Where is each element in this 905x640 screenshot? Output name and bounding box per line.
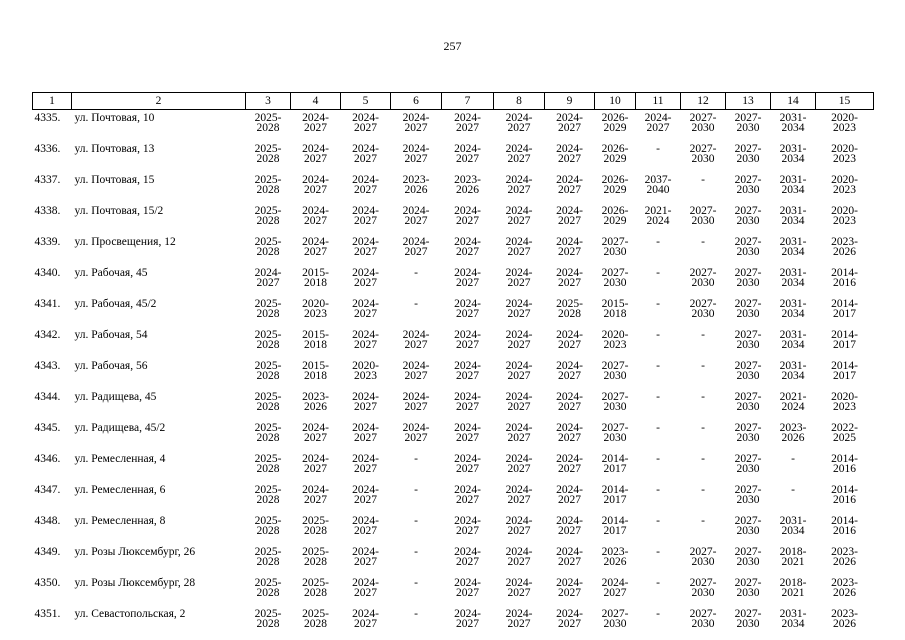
address-cell: ул. Почтовая, 15 — [74, 174, 155, 186]
period-cell: 2024- 2027 — [556, 360, 583, 382]
period-cell: 2024- 2027 — [352, 329, 379, 351]
period-cell: 2027- 2030 — [734, 608, 762, 630]
period-cell: 2025- 2028 — [254, 577, 282, 599]
row-number: 4340. — [34, 267, 61, 279]
period-cell: 2024- 2027 — [402, 112, 430, 134]
period-cell: 2024- 2027 — [556, 577, 583, 599]
period-cell: 2027- 2030 — [734, 453, 762, 475]
period-cell: - — [701, 360, 705, 372]
period-cell: 2027- 2030 — [734, 360, 762, 382]
row-number: 4350. — [34, 577, 61, 589]
period-cell: 2027- 2030 — [689, 608, 717, 630]
header-row — [33, 93, 874, 110]
period-cell: 2027- 2030 — [734, 422, 762, 444]
period-cell: - — [656, 608, 660, 620]
page-number: 257 — [443, 39, 462, 53]
table-row — [33, 513, 874, 544]
period-cell: - — [656, 484, 660, 496]
table-row — [33, 606, 874, 637]
period-cell: 2031- 2034 — [779, 608, 807, 630]
period-cell: 2020- 2023 — [352, 360, 379, 382]
period-cell: 2024- 2027 — [352, 298, 379, 320]
period-cell: 2027- 2030 — [734, 267, 762, 289]
period-cell: 2024- 2027 — [556, 205, 583, 227]
period-cell: - — [656, 453, 660, 465]
period-cell: 2031- 2034 — [779, 174, 807, 196]
period-cell: - — [701, 422, 705, 434]
period-cell: 2014- 2016 — [831, 484, 858, 506]
period-cell: 2025- 2028 — [556, 298, 583, 320]
period-cell: 2015- 2018 — [601, 298, 629, 320]
period-cell: - — [656, 143, 660, 155]
period-cell: 2027- 2030 — [601, 236, 629, 258]
period-cell: 2025- 2028 — [254, 453, 282, 475]
period-cell: 2027- 2030 — [734, 577, 762, 599]
period-cell: 2024- 2027 — [556, 608, 583, 630]
period-cell: 2027- 2030 — [734, 329, 762, 351]
period-cell: 2024- 2027 — [556, 236, 583, 258]
period-cell: 2024- 2027 — [556, 391, 583, 413]
period-cell: 2024- 2027 — [454, 112, 481, 134]
column-header: 11 — [636, 93, 681, 110]
row-number: 4339. — [34, 236, 61, 248]
address-cell: ул. Почтовая, 10 — [74, 112, 155, 124]
period-cell: 2024- 2027 — [454, 360, 481, 382]
row-number: 4338. — [34, 205, 61, 217]
period-cell: 2015- 2018 — [302, 267, 329, 289]
period-cell: 2031- 2034 — [779, 515, 807, 537]
period-cell: 2027- 2030 — [734, 298, 762, 320]
period-cell: 2024- 2027 — [505, 546, 533, 568]
period-cell: - — [414, 546, 418, 558]
period-cell: 2024- 2027 — [454, 329, 481, 351]
period-cell: - — [656, 360, 660, 372]
column-header: 1 — [33, 93, 72, 110]
row-number: 4341. — [34, 298, 61, 310]
period-cell: 2027- 2030 — [734, 391, 762, 413]
period-cell: - — [701, 236, 705, 248]
period-cell: 2024- 2027 — [352, 608, 379, 630]
period-cell: 2020- 2023 — [831, 112, 858, 134]
period-cell: 2031- 2034 — [779, 329, 807, 351]
row-number: 4346. — [34, 453, 61, 465]
period-cell: 2024- 2027 — [402, 422, 430, 444]
period-cell: 2024- 2027 — [454, 236, 481, 258]
period-cell: - — [701, 515, 705, 527]
period-cell: 2027- 2030 — [601, 360, 629, 382]
column-header: 9 — [545, 93, 595, 110]
period-cell: 2023- 2026 — [601, 546, 629, 568]
period-cell: 2015- 2018 — [302, 329, 329, 351]
period-cell: 2024- 2027 — [352, 236, 379, 258]
period-cell: 2025- 2028 — [254, 112, 282, 134]
period-cell: 2025- 2028 — [302, 515, 329, 537]
address-cell: ул. Почтовая, 15/2 — [74, 205, 164, 217]
period-cell: 2026- 2029 — [601, 174, 629, 196]
table-row — [33, 389, 874, 420]
period-cell: 2015- 2018 — [302, 360, 329, 382]
period-cell: 2024- 2027 — [302, 484, 329, 506]
period-cell: 2024- 2027 — [454, 143, 481, 165]
column-header: 10 — [595, 93, 636, 110]
period-cell: 2024- 2027 — [352, 112, 379, 134]
period-cell: - — [791, 453, 795, 465]
period-cell: 2020- 2023 — [302, 298, 329, 320]
period-cell: 2024- 2027 — [556, 143, 583, 165]
period-cell: 2023- 2026 — [831, 236, 858, 258]
period-cell: 2024- 2027 — [352, 453, 379, 475]
period-cell: - — [701, 391, 705, 403]
period-cell: 2024- 2027 — [454, 484, 481, 506]
period-cell: 2027- 2030 — [689, 205, 717, 227]
address-cell: ул. Ремесленная, 4 — [74, 453, 166, 465]
period-cell: 2020- 2023 — [831, 143, 858, 165]
column-header: 14 — [771, 93, 816, 110]
period-cell: 2037- 2040 — [644, 174, 672, 196]
period-cell: 2027- 2030 — [734, 205, 762, 227]
period-cell: 2024- 2027 — [556, 484, 583, 506]
period-cell: 2024- 2027 — [352, 484, 379, 506]
period-cell: 2024- 2027 — [505, 422, 533, 444]
period-cell: 2027- 2030 — [734, 515, 762, 537]
period-cell: 2014- 2017 — [831, 360, 858, 382]
period-cell: 2024- 2027 — [302, 205, 329, 227]
row-number: 4343. — [34, 360, 61, 372]
column-header: 12 — [681, 93, 726, 110]
period-cell: 2024- 2027 — [302, 236, 329, 258]
table-row — [33, 203, 874, 234]
row-number: 4351. — [34, 608, 61, 620]
period-cell: 2024- 2027 — [505, 143, 533, 165]
period-cell: 2031- 2034 — [779, 267, 807, 289]
column-header: 13 — [726, 93, 771, 110]
period-cell: 2026- 2029 — [601, 112, 629, 134]
period-cell: - — [414, 453, 418, 465]
period-cell: 2024- 2027 — [454, 267, 481, 289]
period-cell: 2024- 2027 — [352, 577, 379, 599]
table-row — [33, 172, 874, 203]
period-cell: - — [656, 329, 660, 341]
period-cell: 2021- 2024 — [779, 391, 807, 413]
period-cell: 2026- 2029 — [601, 143, 629, 165]
period-cell: 2025- 2028 — [254, 484, 282, 506]
period-cell: 2025- 2028 — [254, 143, 282, 165]
period-cell: 2014- 2017 — [831, 298, 858, 320]
period-cell: - — [414, 515, 418, 527]
period-cell: 2027- 2030 — [689, 546, 717, 568]
period-cell: 2024- 2027 — [601, 577, 629, 599]
period-cell: 2024- 2027 — [505, 577, 533, 599]
period-cell: 2024- 2027 — [454, 453, 481, 475]
period-cell: 2023- 2026 — [402, 174, 430, 196]
row-number: 4345. — [34, 422, 61, 434]
period-cell: 2020- 2023 — [831, 205, 858, 227]
period-cell: 2024- 2027 — [302, 453, 329, 475]
period-cell: 2024- 2027 — [352, 391, 379, 413]
period-cell: 2023- 2026 — [302, 391, 329, 413]
period-cell: 2024- 2027 — [454, 608, 481, 630]
period-cell: 2031- 2034 — [779, 298, 807, 320]
period-cell: 2024- 2027 — [454, 298, 481, 320]
period-cell: 2024- 2027 — [505, 267, 533, 289]
period-cell: 2014- 2017 — [601, 515, 629, 537]
period-cell: 2027- 2030 — [689, 143, 717, 165]
period-cell: 2024- 2027 — [402, 329, 430, 351]
column-header: 3 — [246, 93, 291, 110]
period-cell: 2024- 2027 — [454, 546, 481, 568]
period-cell: 2024- 2027 — [454, 391, 481, 413]
period-cell: 2024- 2027 — [556, 422, 583, 444]
period-cell: 2027- 2030 — [689, 298, 717, 320]
period-cell: 2025- 2028 — [302, 546, 329, 568]
period-cell: 2024- 2027 — [505, 360, 533, 382]
period-cell: 2024- 2027 — [402, 391, 430, 413]
row-number: 4348. — [34, 515, 61, 527]
period-cell: 2024- 2027 — [505, 174, 533, 196]
period-cell: 2024- 2027 — [352, 205, 379, 227]
period-cell: 2024- 2027 — [454, 577, 481, 599]
period-cell: 2023- 2026 — [779, 422, 807, 444]
period-cell: 2024- 2027 — [352, 143, 379, 165]
period-cell: 2014- 2017 — [831, 329, 858, 351]
period-cell: 2020- 2023 — [831, 174, 858, 196]
period-cell: 2024- 2027 — [505, 329, 533, 351]
address-cell: ул. Севастопольская, 2 — [74, 608, 186, 620]
period-cell: 2024- 2027 — [556, 515, 583, 537]
period-cell: 2024- 2027 — [302, 143, 329, 165]
period-cell: 2024- 2027 — [505, 391, 533, 413]
period-cell: 2025- 2028 — [254, 329, 282, 351]
period-cell: 2025- 2028 — [254, 546, 282, 568]
period-cell: 2024- 2027 — [644, 112, 672, 134]
period-cell: 2024- 2027 — [352, 422, 379, 444]
period-cell: 2024- 2027 — [505, 484, 533, 506]
period-cell: 2025- 2028 — [254, 236, 282, 258]
period-cell: 2031- 2034 — [779, 112, 807, 134]
period-cell: 2027- 2030 — [689, 267, 717, 289]
period-cell: 2024- 2027 — [505, 298, 533, 320]
period-cell: - — [414, 608, 418, 620]
period-cell: 2027- 2030 — [689, 577, 717, 599]
period-cell: 2014- 2017 — [601, 453, 629, 475]
period-cell: 2025- 2028 — [254, 298, 282, 320]
period-cell: - — [656, 422, 660, 434]
period-cell: - — [656, 577, 660, 589]
period-cell: - — [701, 174, 705, 186]
period-cell: 2024- 2027 — [352, 546, 379, 568]
table-row — [33, 358, 874, 389]
period-cell: 2027- 2030 — [601, 608, 629, 630]
period-cell: 2025- 2028 — [302, 577, 329, 599]
period-cell: - — [656, 298, 660, 310]
table-row — [33, 265, 874, 296]
period-cell: 2024- 2027 — [454, 205, 481, 227]
period-cell: - — [414, 267, 418, 279]
period-cell: 2024- 2027 — [556, 453, 583, 475]
period-cell: 2024- 2027 — [505, 236, 533, 258]
period-cell: - — [701, 453, 705, 465]
period-cell: 2024- 2027 — [505, 205, 533, 227]
column-header: 4 — [291, 93, 341, 110]
table-body — [33, 110, 874, 638]
period-cell: - — [656, 515, 660, 527]
period-cell: 2027- 2030 — [734, 112, 762, 134]
period-cell: 2024- 2027 — [302, 422, 329, 444]
period-cell: - — [656, 236, 660, 248]
period-cell: 2025- 2028 — [254, 205, 282, 227]
period-cell: 2025- 2028 — [302, 608, 329, 630]
period-cell: 2023- 2026 — [831, 546, 858, 568]
period-cell: 2027- 2030 — [601, 422, 629, 444]
period-cell: 2024- 2027 — [302, 174, 329, 196]
period-cell: 2023- 2026 — [831, 608, 858, 630]
row-number: 4337. — [34, 174, 61, 186]
period-cell: 2025- 2028 — [254, 360, 282, 382]
table-row — [33, 110, 874, 142]
address-cell: ул. Почтовая, 13 — [74, 143, 155, 155]
address-cell: ул. Просвещения, 12 — [74, 236, 176, 248]
period-cell: - — [656, 267, 660, 279]
period-cell: 2024- 2027 — [454, 422, 481, 444]
period-cell: 2031- 2034 — [779, 236, 807, 258]
address-cell: ул. Розы Люксембург, 28 — [74, 577, 196, 589]
period-cell: 2024- 2027 — [402, 360, 430, 382]
period-cell: 2027- 2030 — [734, 143, 762, 165]
table-row — [33, 544, 874, 575]
period-cell: 2027- 2030 — [734, 546, 762, 568]
column-header: 6 — [391, 93, 442, 110]
row-number: 4349. — [34, 546, 61, 558]
period-cell: 2014- 2016 — [831, 515, 858, 537]
period-cell: 2024- 2027 — [505, 515, 533, 537]
row-number: 4344. — [34, 391, 61, 403]
row-number: 4347. — [34, 484, 61, 496]
period-cell: 2024- 2027 — [402, 205, 430, 227]
period-cell: 2027- 2030 — [734, 484, 762, 506]
period-cell: 2024- 2027 — [556, 267, 583, 289]
address-cell: ул. Ремесленная, 8 — [74, 515, 166, 527]
period-cell: 2022- 2025 — [831, 422, 858, 444]
table-row — [33, 141, 874, 172]
period-cell: 2031- 2034 — [779, 143, 807, 165]
period-cell: 2024- 2027 — [505, 608, 533, 630]
period-cell: 2014- 2016 — [831, 453, 858, 475]
row-number: 4336. — [34, 143, 61, 155]
row-number: 4342. — [34, 329, 61, 341]
period-cell: 2023- 2026 — [831, 577, 858, 599]
period-cell: 2025- 2028 — [254, 608, 282, 630]
period-cell: 2024- 2027 — [454, 515, 481, 537]
address-cell: ул. Розы Люксембург, 26 — [74, 546, 196, 558]
period-cell: 2026- 2029 — [601, 205, 629, 227]
period-cell: 2024- 2027 — [302, 112, 329, 134]
period-cell: 2023- 2026 — [454, 174, 481, 196]
period-cell: 2024- 2027 — [556, 112, 583, 134]
period-cell: 2014- 2016 — [831, 267, 858, 289]
period-cell: 2025- 2028 — [254, 422, 282, 444]
period-cell: 2021- 2024 — [644, 205, 672, 227]
column-header: 2 — [72, 93, 246, 110]
table-row — [33, 420, 874, 451]
address-cell: ул. Ремесленная, 6 — [74, 484, 166, 496]
address-cell: ул. Радищева, 45/2 — [74, 422, 166, 434]
period-cell: 2027- 2030 — [601, 391, 629, 413]
period-cell: 2018- 2021 — [779, 577, 807, 599]
period-cell: 2024- 2027 — [402, 236, 430, 258]
address-cell: ул. Рабочая, 45/2 — [74, 298, 157, 310]
period-cell: 2024- 2027 — [556, 329, 583, 351]
period-cell: - — [791, 484, 795, 496]
period-cell: 2024- 2027 — [556, 174, 583, 196]
column-header: 15 — [816, 93, 874, 110]
table-row — [33, 327, 874, 358]
period-cell: 2020- 2023 — [831, 391, 858, 413]
row-number: 4335. — [34, 112, 61, 124]
period-cell: 2027- 2030 — [734, 236, 762, 258]
period-cell: 2018- 2021 — [779, 546, 807, 568]
table-row — [33, 451, 874, 482]
column-header: 5 — [341, 93, 391, 110]
column-header: 7 — [442, 93, 494, 110]
period-cell: 2027- 2030 — [734, 174, 762, 196]
period-cell: 2024- 2027 — [556, 546, 583, 568]
period-cell: 2014- 2017 — [601, 484, 629, 506]
table-row — [33, 234, 874, 265]
table-row — [33, 482, 874, 513]
column-header: 8 — [494, 93, 545, 110]
period-cell: 2025- 2028 — [254, 174, 282, 196]
period-cell: - — [656, 546, 660, 558]
period-cell: - — [656, 391, 660, 403]
period-cell: 2024- 2027 — [402, 143, 430, 165]
period-cell: 2024- 2027 — [352, 267, 379, 289]
period-cell: 2027- 2030 — [689, 112, 717, 134]
period-cell: 2024- 2027 — [254, 267, 282, 289]
address-cell: ул. Радищева, 45 — [74, 391, 157, 403]
repair-schedule-table — [32, 92, 874, 637]
period-cell: - — [701, 484, 705, 496]
period-cell: 2020- 2023 — [601, 329, 629, 351]
period-cell: 2025- 2028 — [254, 515, 282, 537]
table-row — [33, 296, 874, 327]
period-cell: 2024- 2027 — [352, 174, 379, 196]
period-cell: 2024- 2027 — [352, 515, 379, 537]
period-cell: 2031- 2034 — [779, 205, 807, 227]
address-cell: ул. Рабочая, 54 — [74, 329, 148, 341]
period-cell: 2024- 2027 — [505, 112, 533, 134]
period-cell: 2027- 2030 — [601, 267, 629, 289]
address-cell: ул. Рабочая, 56 — [74, 360, 148, 372]
period-cell: 2025- 2028 — [254, 391, 282, 413]
period-cell: - — [414, 298, 418, 310]
address-cell: ул. Рабочая, 45 — [74, 267, 148, 279]
period-cell: - — [414, 577, 418, 589]
table-row — [33, 575, 874, 606]
period-cell: - — [414, 484, 418, 496]
period-cell: 2024- 2027 — [505, 453, 533, 475]
period-cell: 2031- 2034 — [779, 360, 807, 382]
period-cell: - — [701, 329, 705, 341]
